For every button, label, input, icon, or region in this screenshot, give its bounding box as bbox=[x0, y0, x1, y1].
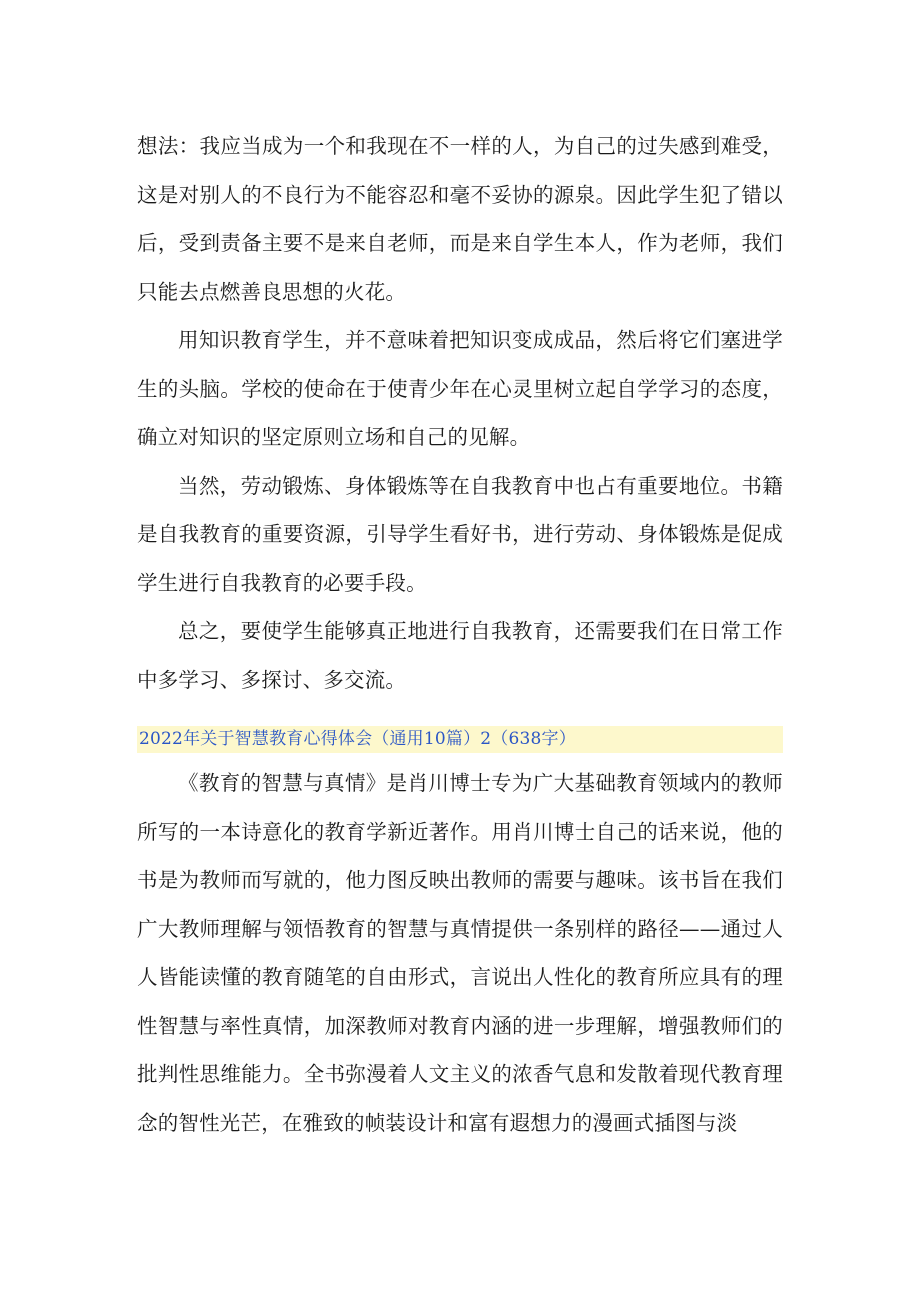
paragraph-4: 总之，要使学生能够真正地进行自我教育，还需要我们在日常工作中多学习、多探讨、多交流。 bbox=[137, 619, 783, 692]
paragraph-5: 《教育的智慧与真情》是肖川博士专为广大基础教育领域内的教师所写的一本诗意化的教育学新近著作。用肖川博士自己的话来说，他的书是为教师而写就的，他力图反映出教师的需要与趣味。该书旨在我们广大教师理解与领悟教育的智慧与真情提供一条别样的路径——通过人人皆能读懂的教育随笔的自由形式，言说出人性化的教育所应具有的理性智慧与率性真情，加深教师对教育内涵的进一步理解，增强教师们的批判性思维能力。全书弥漫着人文主义的浓香气息和发散着现代教育理念的智性光芒，在雅致的帧装设计和富有遐想力的漫画式插图与淡 bbox=[137, 771, 783, 1135]
paragraph-3: 当然，劳动锻炼、身体锻炼等在自我教育中也占有重要地位。书籍是自我教育的重要资源，引导学生看好书，进行劳动、身体锻炼是促成学生进行自我教育的必要手段。 bbox=[137, 473, 783, 595]
paragraph-2: 用知识教育学生，并不意味着把知识变成成品，然后将它们塞进学生的头脑。学校的使命在于使青少年在心灵里树立起自学学习的态度，确立对知识的坚定原则立场和自己的见解。 bbox=[137, 328, 783, 449]
paragraph-1: 想法：我应当成为一个和我现在不一样的人，为自己的过失感到难受，这是对别人的不良行为不能容忍和毫不妥协的源泉。因此学生犯了错以后，受到责备主要不是来自老师，而是来自学生本人，作为老师，我们只能去点燃善良思想的火花。 bbox=[137, 134, 783, 304]
section-heading[interactable]: 2022年关于智慧教育心得体会（通用10篇）2（638字） bbox=[137, 726, 783, 753]
document-body bbox=[137, 122, 783, 1147]
